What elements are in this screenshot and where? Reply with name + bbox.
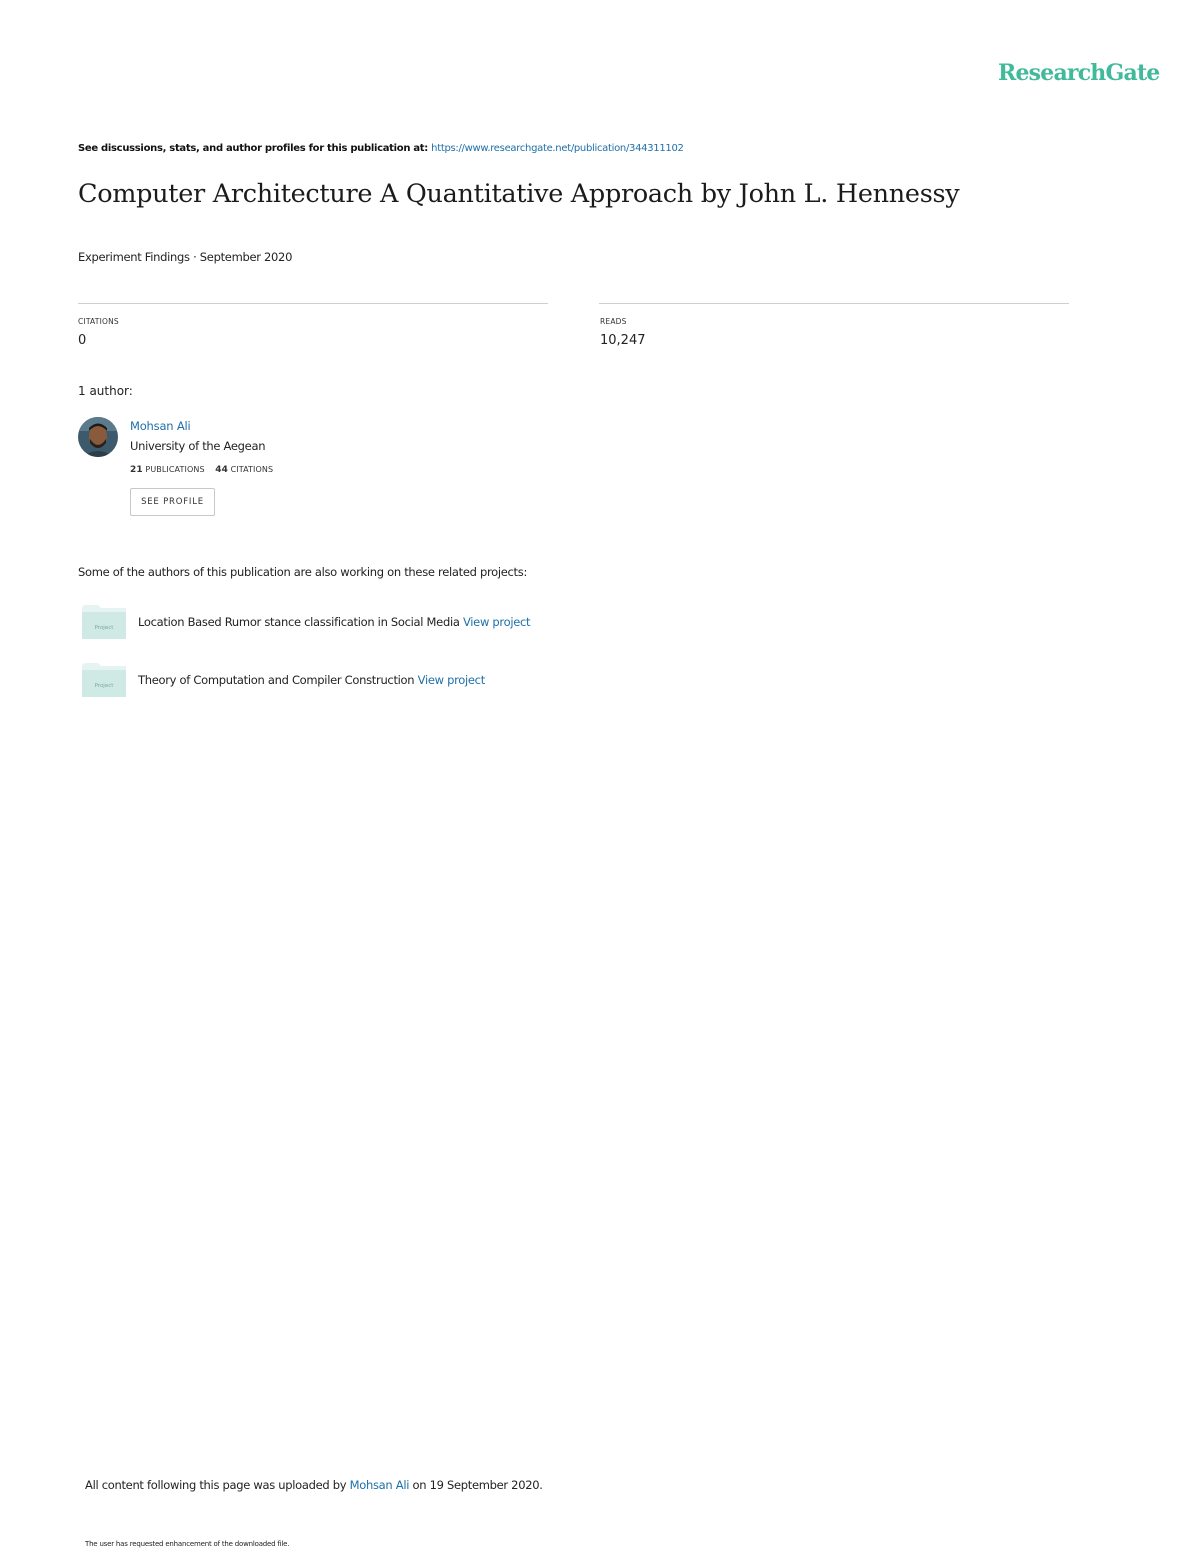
authors-count: 1 author: [78,384,133,398]
footer-note: The user has requested enhancement of the downloaded file. [85,1540,290,1548]
project-title: Location Based Rumor stance classification in Social Media [138,615,460,629]
see-discussions-text: See discussions, stats, and author profiles for this publication at: [78,143,432,154]
publication-title: Computer Architecture A Quantitative Approach by John L. Hennessy [78,179,960,209]
see-discussions-line [78,143,684,154]
see-profile-button[interactable]: SEE PROFILE [130,488,215,516]
project-title: Theory of Computation and Compiler Construction [138,673,415,687]
citations-divider [78,303,548,304]
reads-divider [599,303,1069,304]
avatar-photo-icon [78,417,118,457]
reads-value: 10,247 [600,333,646,348]
project-item [82,605,530,639]
uploaded-prefix: All content following this page was uploaded by [85,1478,350,1492]
author-publications-label: PUBLICATIONS [145,465,205,474]
project-folder-icon [82,663,126,697]
publication-info: Experiment Findings · September 2020 [78,250,293,264]
project-folder-icon [82,605,126,639]
view-project-link[interactable]: View project [462,615,531,629]
projects-intro: Some of the authors of this publication are also working on these related projects: [78,565,528,579]
author-publications-count: 21 [130,465,143,475]
author-name-link[interactable]: Mohsan Ali [130,419,191,433]
researchgate-logo[interactable]: ResearchGate [998,60,1160,86]
author-institution: University of the Aegean [130,439,266,453]
uploaded-by-line [85,1478,543,1492]
project-item [82,663,485,697]
project-icon-label: Project [94,625,114,631]
reads-label: READS [600,317,627,326]
author-stats [130,465,273,475]
author-avatar[interactable] [78,417,118,457]
uploader-link[interactable]: Mohsan Ali [349,1478,410,1492]
citations-label: CITATIONS [78,317,119,326]
project-text [138,673,485,687]
author-citations-label: CITATIONS [230,465,274,474]
project-text [138,615,530,629]
publication-url-link[interactable]: https://www.researchgate.net/publication/344311102 [431,143,684,154]
view-project-link[interactable]: View project [417,673,485,687]
project-icon-label: Project [94,683,114,689]
author-citations-count: 44 [215,465,228,475]
citations-value: 0 [78,333,87,348]
uploaded-suffix: on 19 September 2020. [409,1478,543,1492]
